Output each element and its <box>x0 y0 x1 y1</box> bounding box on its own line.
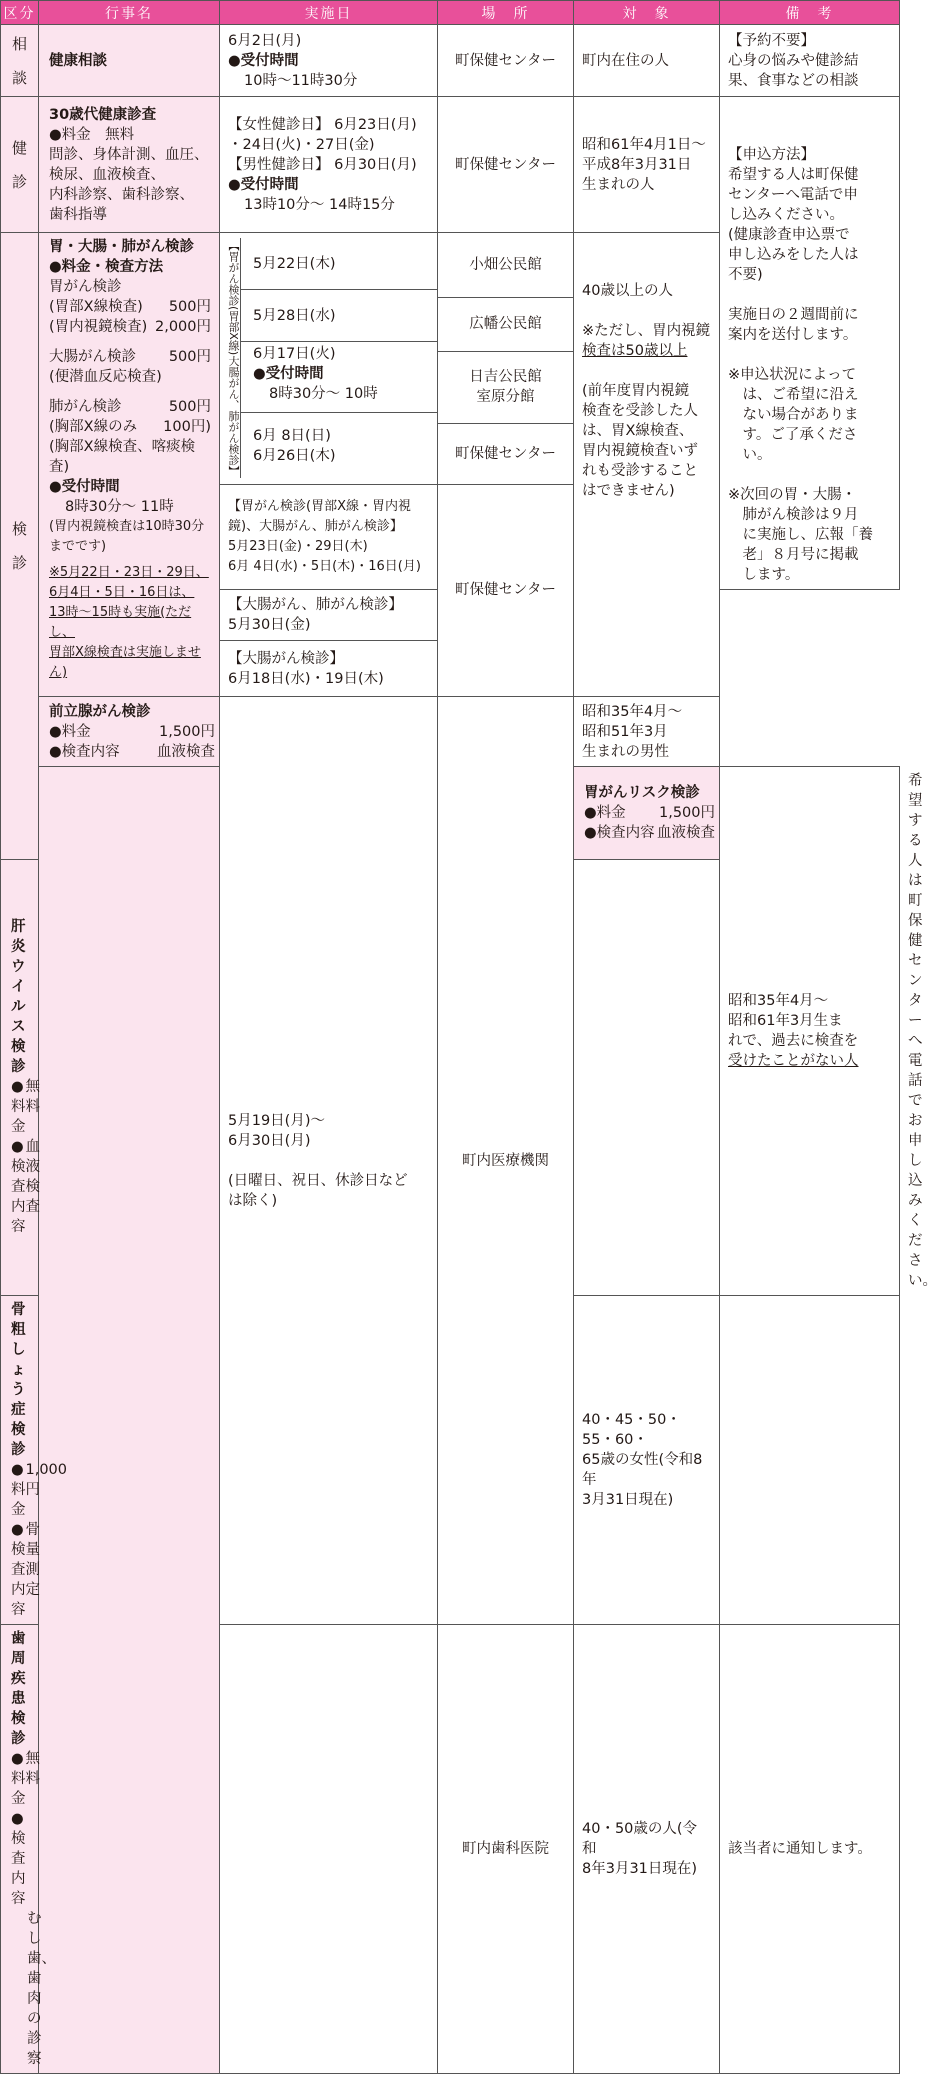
place-hirohata: 広幡公民館 <box>438 297 574 351</box>
target-line: はできません) <box>582 483 675 499</box>
fee-line: 大腸がん検診 500円 <box>49 349 211 365</box>
fee-line: (胃部X線検査) 500円 <box>49 299 211 315</box>
target-mid: 昭和35年4月～ 昭和61年3月生ま れで、過去に検査を 受けたことがない人 <box>720 767 900 1296</box>
category-consultation: 相 談 <box>1 25 39 97</box>
date-colon-lung: 【大腸がん、肺がん検診】 5月30日(金) <box>220 590 438 641</box>
notes-line: ※申込状況によって <box>728 367 857 383</box>
target-line: (前年度胃内視鏡 <box>582 383 690 399</box>
target-line <box>582 301 711 321</box>
notes-line: センターへ電話で申 <box>728 187 858 203</box>
date-medical: 5月19日(月)～ 6月30日(月) (日曜日、祝日、休診日など は除く) <box>220 697 438 1625</box>
notes-line <box>728 345 891 365</box>
place-consultation: 町保健センター <box>438 25 574 97</box>
event-cancer-screening: 胃・大腸・肺がん検診 ●料金・検査方法 胃がん検診 (胃部X線検査) 500円 (胃内視鏡検査) 2,000円 大腸がん検診 500円 (便潜血反応検査) 肺がん検診 500円 (胸部X線のみ 100円) (胸部X線検査、喀痰検査) ●受付時間 8時30分～ 11時 (胃内視鏡検査は10時30分 までです) ※5月22日・23日・29日、 6月4日・5日・16日は、 13時～15時も実施(ただし、 胃部X線検査は実施しません) <box>39 233 220 697</box>
fee-line: 胃がん検診 <box>49 279 122 295</box>
place-health-center-2: 町保健センター <box>438 484 574 696</box>
notes-line: し込みください。 <box>728 207 844 223</box>
target-line: ※ただし、胃内視鏡 <box>582 323 711 339</box>
event-bone: 骨粗しょう症検診 ●料金 1,000円 ●検査内容 骨量測定 <box>1 1296 39 1625</box>
target-bone: 40・45・50・55・60・ 65歳の女性(令和8年 3月31日現在) <box>574 1296 720 1625</box>
notes-consultation: 【予約不要】 心身の悩みや健診結 果、食事などの相談 <box>720 25 900 97</box>
category-screening: 検 診 <box>1 233 39 860</box>
fee-line: (胸部X線のみ 100円) <box>49 419 211 435</box>
notes-line <box>728 285 891 305</box>
notes-application <box>720 97 900 590</box>
target-line: は、胃X線検査、 <box>582 423 694 439</box>
notes-gum: 該当者に通知します。 <box>720 1625 900 2074</box>
header-event: 行事名 <box>39 1 220 25</box>
notes-line: 希望する人は町保健 <box>728 167 859 183</box>
notes-line: 肺がん検診は９月 <box>728 507 859 523</box>
place-gum: 町内歯科医院 <box>438 1625 574 2074</box>
place-health-center-1: 町保健センター <box>438 423 574 484</box>
target-line: 検査は50歳以上 <box>582 343 688 359</box>
event-health-consultation: 健康相談 <box>39 25 220 97</box>
date-gum-empty <box>220 1625 438 2074</box>
place-obata: 小畑公民館 <box>438 233 574 298</box>
target-consultation: 町内在住の人 <box>574 25 720 97</box>
date-health-center: 6月 8日(日) 6月26日(木) <box>253 427 336 464</box>
date-hiyoshi: 6月17日(火) ●受付時間 8時30分～ 10時 <box>241 342 437 413</box>
notes-line: 実施日の２週間前に <box>728 307 859 323</box>
fee-line: (胸部X線検査、喀痰検査) <box>49 439 196 475</box>
notes-line: い。 <box>728 447 772 463</box>
notes-line: 案内を送付します。 <box>728 327 858 343</box>
target-line: 検査を受診した人 <box>582 403 698 419</box>
fee-line <box>49 337 211 347</box>
fee-line: (胃内視鏡検査) 2,000円 <box>49 319 211 335</box>
place-medical: 町内医療機関 <box>438 697 574 1625</box>
event-prostate: 前立腺がん検診 ●料金 1,500円 ●検査内容 血液検査 <box>39 697 220 767</box>
notes-line: 老」８月号に掲載 <box>728 547 859 563</box>
notes-line <box>728 465 891 485</box>
notes-line: は、ご希望に沿え <box>728 387 859 403</box>
notes-line: す。ご了承くださ <box>728 427 858 443</box>
target-line: 胃内視鏡検査いず <box>582 443 698 459</box>
place-30s-checkup: 町保健センター <box>438 97 574 233</box>
fee-line: 肺がん検診 500円 <box>49 399 211 415</box>
event-gum: 歯周疾患検診 ●料金 無料 ●検査内容 むし歯、歯肉の診察 <box>1 1625 39 2074</box>
date-cancer-block <box>220 233 438 485</box>
notes-line: ない場合がありま <box>728 407 859 423</box>
fee-line: (便潜血反応検査) <box>49 369 162 385</box>
event-stomach-risk: 胃がんリスク検診 ●料金 1,500円 ●検査内容 血液検査 <box>574 767 720 860</box>
target-line: れも受診すること <box>582 463 698 479</box>
notes-line: します。 <box>728 567 800 583</box>
notes-line: ※次回の胃・大腸・ <box>728 487 857 503</box>
target-cancer-screening <box>574 233 720 697</box>
vertical-label: 【胃がん検診(胃部X線)大腸がん、肺がん検診】 <box>220 238 241 478</box>
header-target: 対 象 <box>574 1 720 25</box>
header-place: 場 所 <box>438 1 574 25</box>
fee-line <box>49 387 211 397</box>
date-colon: 【大腸がん検診】 6月18日(水)・19日(木) <box>220 641 438 697</box>
target-line: 40歳以上の人 <box>582 283 673 299</box>
event-30s-checkup: 30歳代健康診査 ●料金 無料 問診、身体計測、血圧、 検尿、血液検査、 内科診察、歯科診察、 歯科指導 <box>39 97 220 233</box>
date-hirohata: 5月28日(水) <box>241 290 437 342</box>
header-category: 区分 <box>1 1 39 25</box>
health-checkup-table: 区分 行事名 実施日 場 所 対 象 備 考 相 談 健康相談 6月2日(月) ●受付時間 10時～11時30分 町保健センター 町内在住の人 【予約不要】 心身の悩みや健診結 果、食事などの相談 健 診 30歳代健康診査 ●料金 無料 問診、身体計測、血圧、 検尿、血液検査、 内科診察、歯科診察、 歯科指導 【女性健診日】 6月23日(月) ・24日(火)・27日(金) 【男性健診日】 6月30日(月) ●受付時間 13時10分～ 14時15分 町保健センター 昭和61年4月1日～ 平成8年3月31日 生まれの人 【申込方法】 希望する人は町保健 センターへ電話で申 し込みください。 (健康診査申込票で 申し込みをした人は 不要) 実施日の２週間前に 案内を送付します。 ※申込状況によって は、ご希望に沿え ない場合がありま す。ご了承くださ い。 ※次回の胃・大腸・ 肺がん検診は９月 に実施し、広報「養 老」８月号に掲載 します。 検 診 胃・大腸・肺がん検診 ●料金・検査方法 胃がん検診 (胃部X線検査) 500円 (胃内視鏡検査) 2,000円 大腸がん検診 500円 (便潜血反応検査) 肺がん検診 500円 (胸部X線のみ 100円) (胸部X線検査、喀痰検査) ●受付時間 8時30分～ 11時 (胃内視鏡検査は10時30分 までです) ※5月22日・23日・29日、 6月4日・5日・16日は、 13時～15時も実施(ただし、 胃部X線検査は実施しません) 【胃がん検診(胃部X線)大腸がん、肺がん検診】 5月22日(木) 5月28日(水) 6月17日(火) ●受付時間 8時30分～ 10時 6月 8日(日) 6月26日(木) 小畑公民館 40歳以上の人 ※ただし、胃内視鏡 検査は50歳以上 (前年度胃内視鏡 検査を受診した人 は、胃X線検査、 胃内視鏡検査いず れも受診すること はできません) 広幡公民館 日吉公民館 室原分館 町保健センター 【胃がん検診(胃部X線・胃内視 鏡)、大腸がん、肺がん検診】 5月23日(金)・29日(木) 6月 4日(水)・5日(木)・16日(月) 町保健センター 【大腸がん、肺がん検診】 5月30日(金) 【大腸がん検診】 6月18日(水)・19日(木) 前立腺がん検診 ●料金 1,500円 ●検査内容 血液検査 5月19日(月)～ 6月30日(月) (日曜日、祝日、休診日など は除く) 町内医療機関 昭和35年4月～ 昭和51年3月 生まれの男性 胃がんリスク検診 ●料金 1,500円 ●検査内容 血液検査 昭和35年4月～ 昭和61年3月生ま れで、過去に検査を 受けたことがない人 希望する人は町保健 センターへ電話でお 申し込みください。 肝炎ウイルス検診 ●料金 無料 ●検査内容 血液検査 骨粗しょう症検診 ●料金 1,000円 ●検査内容 骨量測定 40・45・50・55・60・ 65歳の女性(令和8年 3月31日現在) 歯周疾患検診 ●料金 無料 ●検査内容 むし歯、歯肉の診察 町内歯科医院 40・50歳の人(令和 8年3月31日現在) 該当者に通知します。 <box>0 0 900 2074</box>
target-gum: 40・50歳の人(令和 8年3月31日現在) <box>574 1625 720 2074</box>
place-hiyoshi: 日吉公民館 室原分館 <box>438 351 574 423</box>
event-liver: 肝炎ウイルス検診 ●料金 無料 ●検査内容 血液検査 <box>1 859 39 1295</box>
notes-empty <box>720 1296 900 1625</box>
date-30s-checkup: 【女性健診日】 6月23日(月) ・24日(火)・27日(金) 【男性健診日】 6月30日(月) ●受付時間 13時10分～ 14時15分 <box>220 97 438 233</box>
header-date: 実施日 <box>220 1 438 25</box>
notes-line: 申し込みをした人は <box>728 247 859 263</box>
target-prostate: 昭和35年4月～ 昭和51年3月 生まれの男性 <box>574 697 720 767</box>
date-obata: 5月22日(木) <box>241 238 437 290</box>
target-line <box>582 361 711 381</box>
notes-line: に実施し、広報「養 <box>728 527 873 543</box>
category-checkup: 健 診 <box>1 97 39 233</box>
date-consultation: 6月2日(月) ●受付時間 10時～11時30分 <box>220 25 438 97</box>
header-notes: 備 考 <box>720 1 900 25</box>
notes-line: 【申込方法】 <box>728 147 815 163</box>
notes-line: (健康診査申込票で <box>728 227 850 243</box>
target-30s-checkup: 昭和61年4月1日～ 平成8年3月31日 生まれの人 <box>574 97 720 233</box>
notes-line: 不要) <box>728 267 763 283</box>
date-center-full: 【胃がん検診(胃部X線・胃内視 鏡)、大腸がん、肺がん検診】 5月23日(金)・29日(木) 6月 4日(水)・5日(木)・16日(月) <box>220 484 438 589</box>
